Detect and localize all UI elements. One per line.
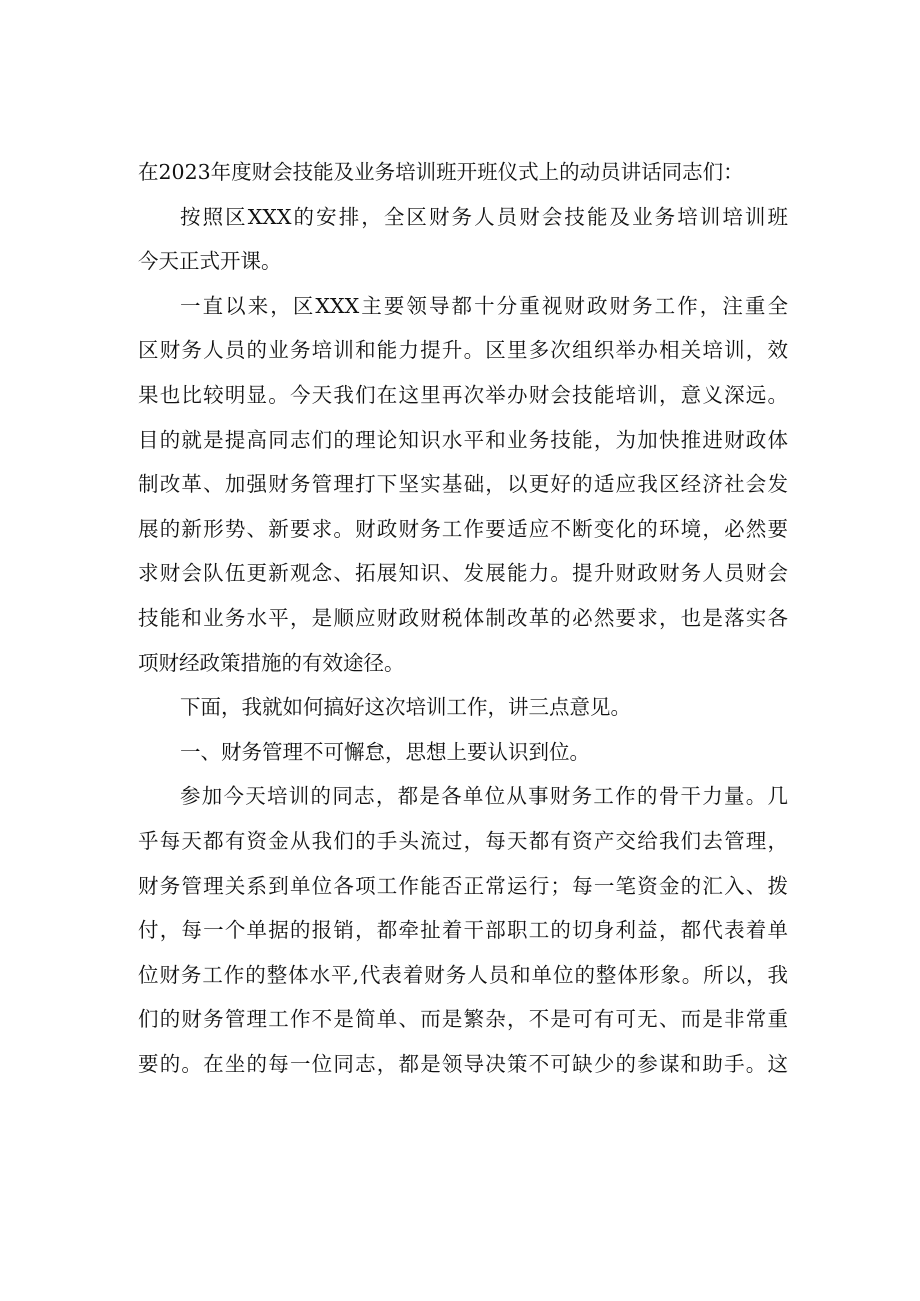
document-body — [138, 150, 788, 1086]
text-line: 财务管理关系到单位各项工作能否正常运行；每一笔资金的汇入、拨 — [138, 873, 788, 898]
text-line: 项财经政策措施的有效途径。 — [138, 650, 405, 675]
text-line: 一直以来，区XXX主要领导都十分重视财政财务工作，注重全 — [180, 293, 788, 318]
text-line: 区财务人员的业务培训和能力提升。区里多次组织举办相关培训，效 — [138, 338, 788, 363]
text-line: 按照区XXX的安排，全区财务人员财会技能及业务培训培训班 — [180, 204, 788, 229]
text-line: 参加今天培训的同志，都是各单位从事财务工作的骨干力量。几 — [180, 784, 788, 809]
text-line: 乎每天都有资金从我们的手头流过，每天都有资产交给我们去管理， — [138, 828, 788, 853]
text-line: 技能和业务水平，是顺应财政财税体制改革的必然要求，也是落实各 — [138, 605, 788, 630]
text-line: 今天正式开课。 — [138, 249, 282, 274]
text-line: 要的。在坐的每一位同志，都是领导决策不可缺少的参谋和助手。这 — [138, 1051, 788, 1076]
text-line: 求财会队伍更新观念、拓展知识、发展能力。提升财政财务人员财会 — [138, 561, 788, 586]
text-line: 位财务工作的整体水平,代表着财务人员和单位的整体形象。所以，我 — [138, 962, 788, 987]
text-line: 果也比较明显。今天我们在这里再次举办财会技能培训，意义深远。 — [138, 382, 788, 407]
text-line: 制改革、加强财务管理打下坚实基础，以更好的适应我区经济社会发 — [138, 472, 788, 497]
section-heading: 一、财务管理不可懈怠，思想上要认识到位。 — [180, 739, 590, 764]
text-line: 付，每一个单据的报销，都牵扯着干部职工的切身利益，都代表着单 — [138, 918, 788, 943]
text-line: 展的新形势、新要求。财政财务工作要适应不断变化的环境，必然要 — [138, 516, 788, 541]
text-line: 在2023年度财会技能及业务培训班开班仪式上的动员讲话同志们： — [138, 160, 744, 184]
text-line: 们的财务管理工作不是简单、而是繁杂，不是可有可无、而是非常重 — [138, 1007, 788, 1032]
text-line: 目的就是提高同志们的理论知识水平和业务技能，为加快推进财政体 — [138, 427, 788, 452]
text-line: 下面，我就如何搞好这次培训工作，讲三点意见。 — [180, 695, 631, 720]
